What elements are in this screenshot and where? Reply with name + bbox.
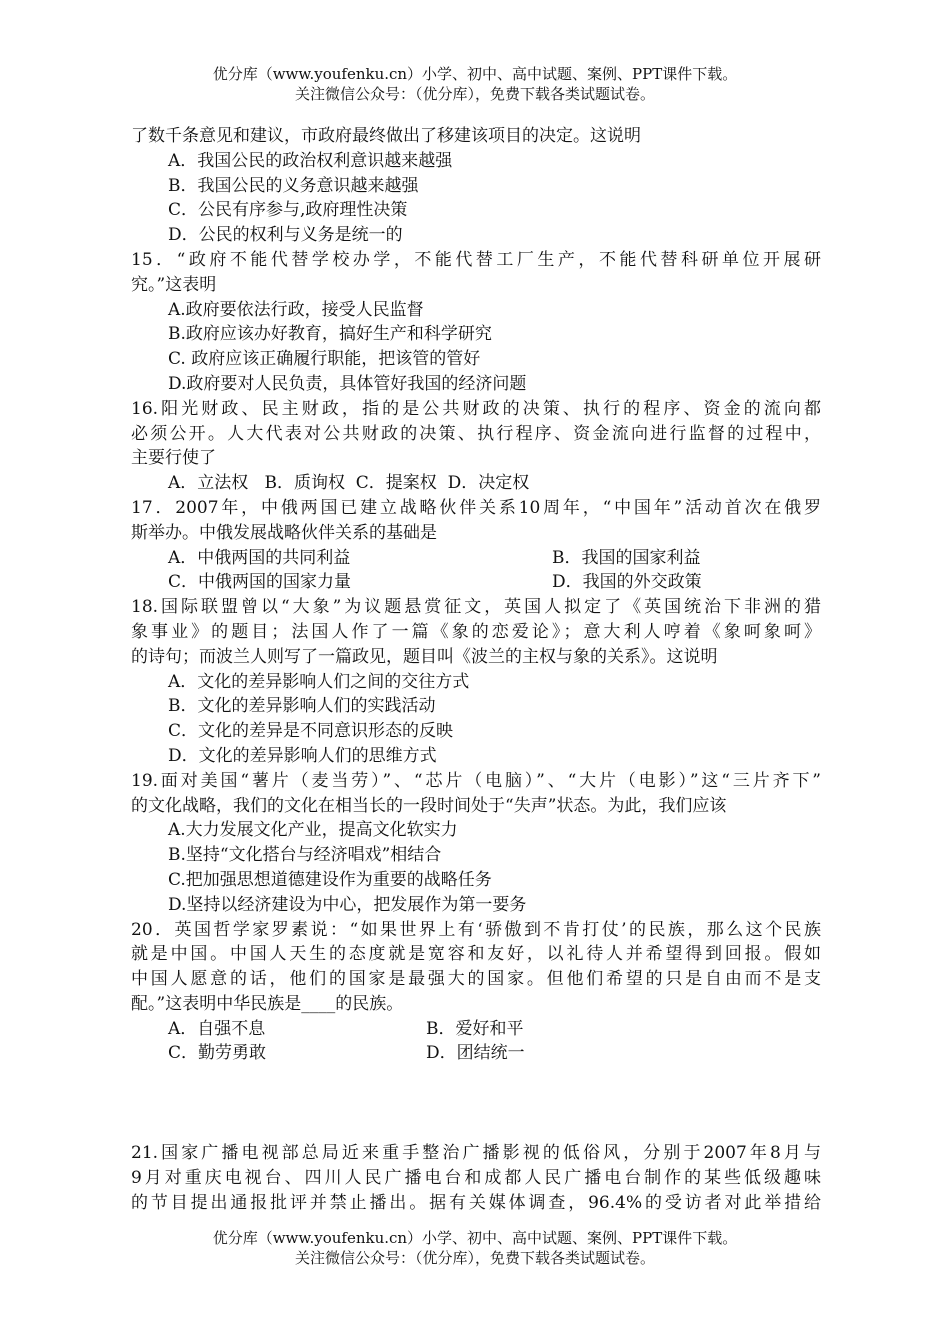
question-18 xyxy=(131,595,821,769)
question-stem: 中国人愿意的话，他们的国家是最强大的国家。但他们希望的只是自由而不是支 xyxy=(131,969,821,990)
options-row xyxy=(131,1017,821,1042)
question-stem: 17．2007年，中俄两国已建立战略伙伴关系10周年，“中国年”活动首次在俄罗 xyxy=(131,497,821,518)
question-stem: 15．“政府不能代替学校办学，不能代替工厂生产，不能代替科研单位开展研 xyxy=(131,249,821,270)
footer-line-1: 优分库（www.youfenku.cn）小学、初中、高中试题、案例、PPT课件下载。 xyxy=(212,1229,738,1247)
question-stem: 就是中国。中国人天生的态度就是宽容和友好，以礼待人并希望得到回报。假如 xyxy=(131,944,821,965)
header-line-2: 关注微信公众号：（优分库），免费下载各类试题试卷。 xyxy=(294,85,655,103)
option: A．文化的差异影响人们之间的交往方式 xyxy=(168,671,470,692)
question-stem: 的文化战略，我们的文化在相当长的一段时间处于“失声”状态。为此，我们应该 xyxy=(131,795,727,816)
option: D．团结统一 xyxy=(426,1043,525,1064)
question-stem: 18.国际联盟曾以“大象”为议题悬赏征文，英国人拟定了《英国统治下非洲的猎 xyxy=(131,597,821,618)
question-stem: 主要行使了 xyxy=(131,448,216,469)
option: B．我国公民的义务意识越来越强 xyxy=(168,175,419,196)
header-line-1: 优分库（www.youfenku.cn）小学、初中、高中试题、案例、PPT课件下载。 xyxy=(212,65,738,83)
option: C．公民有序参与,政府理性决策 xyxy=(168,200,408,221)
option: C.把加强思想道德建设作为重要的战略任务 xyxy=(168,869,492,890)
option: D．文化的差异影响人们的思维方式 xyxy=(168,745,437,766)
question-20 xyxy=(131,918,821,1067)
option: C．文化的差异是不同意识形态的反映 xyxy=(168,721,454,742)
question-19 xyxy=(131,769,821,918)
question-17 xyxy=(131,496,821,595)
question-stem: 19.面对美国“薯片（麦当劳）”、“芯片（电脑）”、“大片（电影）”这“三片齐下” xyxy=(131,770,821,791)
options-row xyxy=(131,1041,821,1066)
options-inline: A．立法权 B．质询权 C．提案权 D．决定权 xyxy=(168,473,530,494)
question-15 xyxy=(131,248,821,397)
option: A.政府要依法行政，接受人民监督 xyxy=(168,299,424,320)
question-stem: 21.国家广播电视部总局近来重手整治广播影视的低俗风，分别于2007年8月与 xyxy=(131,1143,821,1164)
option: D.政府要对人民负责，具体管好我国的经济问题 xyxy=(168,373,527,394)
question-21 xyxy=(131,1141,821,1215)
option: A．中俄两国的共同利益 xyxy=(168,547,351,568)
blank-space xyxy=(131,1066,821,1141)
option: B．爱好和平 xyxy=(426,1018,524,1039)
option: C．中俄两国的国家力量 xyxy=(168,572,352,593)
question-stem: 的诗句；而波兰人则写了一篇政见，题目叫《波兰的主权与象的关系》。这说明 xyxy=(131,646,718,667)
options-row xyxy=(131,546,821,571)
option: A．我国公民的政治权利意识越来越强 xyxy=(168,150,453,171)
footer-line-2: 关注微信公众号：（优分库），免费下载各类试题试卷。 xyxy=(294,1249,655,1267)
option: B．我国的国家利益 xyxy=(552,547,701,568)
question-stem: 究。”这表明 xyxy=(131,274,217,295)
option: C. 政府应该正确履行职能，把该管的管好 xyxy=(168,349,481,370)
option: D．我国的外交政策 xyxy=(552,572,702,593)
document-body xyxy=(131,124,821,1216)
question-stem: 斯举办。中俄发展战略伙伴关系的基础是 xyxy=(131,522,437,543)
question-stem: 了数千条意见和建议，市政府最终做出了移建该项目的决定。这说明 xyxy=(131,126,641,146)
question-stem: 的节目提出通报批评并禁止播出。据有关媒体调查，96.4%的受访者对此举措给 xyxy=(131,1192,821,1213)
question-16 xyxy=(131,397,821,496)
option: D.坚持以经济建设为中心，把发展作为第一要务 xyxy=(168,894,527,915)
question-14 xyxy=(131,124,821,248)
option: C．勤劳勇敢 xyxy=(168,1043,267,1064)
page-footer xyxy=(0,1228,950,1268)
question-stem: 9月对重庆电视台、四川人民广播电台和成都人民广播电台制作的某些低级趣味 xyxy=(131,1168,821,1189)
option: A．自强不息 xyxy=(168,1018,266,1039)
question-stem: 象事业》的题目；法国人作了一篇《象的恋爱论》；意大利人哼着《象呵象呵》 xyxy=(131,621,821,642)
question-stem: 16.阳光财政、民主财政，指的是公共财政的决策、执行的程序、资金的流向都 xyxy=(131,398,821,419)
page-header xyxy=(0,64,950,104)
question-stem: 配。”这表明中华民族是____的民族。 xyxy=(131,993,404,1014)
option: B.政府应该办好教育，搞好生产和科学研究 xyxy=(168,324,492,345)
question-stem: 20．英国哲学家罗素说：“如果世界上有‘骄傲到不肯打仗’的民族，那么这个民族 xyxy=(131,919,821,940)
option: A.大力发展文化产业，提高文化软实力 xyxy=(168,820,458,841)
option: B．文化的差异影响人们的实践活动 xyxy=(168,696,436,717)
options-row xyxy=(131,570,821,595)
option: D．公民的权利与义务是统一的 xyxy=(168,225,403,246)
question-stem: 必须公开。人大代表对公共财政的决策、执行程序、资金流向进行监督的过程中， xyxy=(131,423,821,444)
option: B.坚持“文化搭台与经济唱戏”相结合 xyxy=(168,845,442,866)
